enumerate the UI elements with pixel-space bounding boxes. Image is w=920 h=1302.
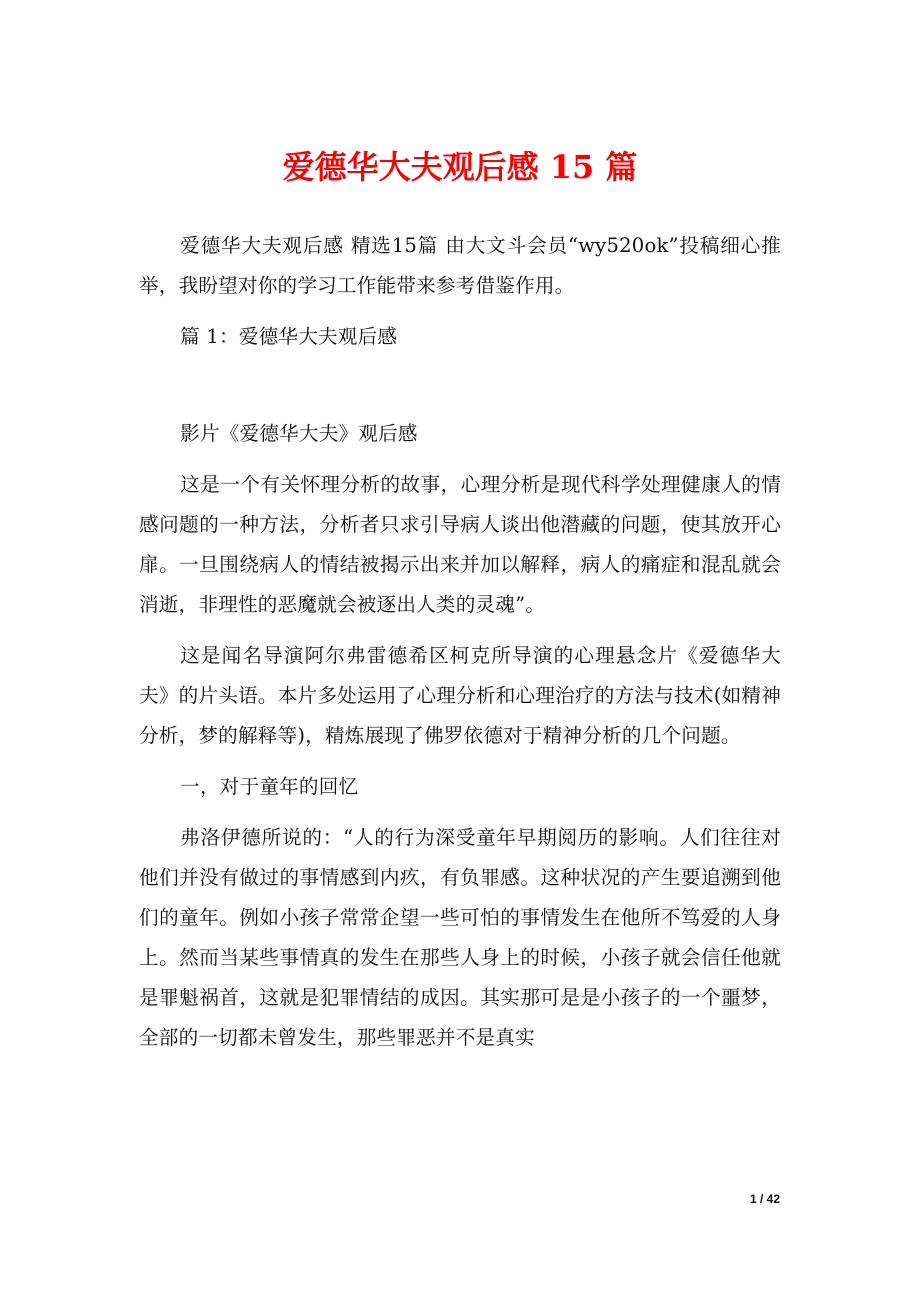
subsection-heading: 一，对于童年的回忆: [180, 775, 359, 798]
body-paragraph: 这是闻名导演阿尔弗雷德希区柯克所导演的心理悬念片《爱德华大夫》的片头语。本片多处运用了心理分析和心理治疗的方法与技术(如精神分析，梦的解释等)，精炼展现了佛罗依德对于精神分析的几个问题。: [139, 644, 781, 747]
article-subtitle: 影片《爱德华大夫》观后感: [180, 422, 418, 445]
body-paragraph: 这是一个有关怀理分析的故事，心理分析是现代科学处理健康人的情感问题的一种方法，分析者只求引导病人谈出他潜藏的问题，使其放开心扉。一旦围绕病人的情结被揭示出来并加以解释，病人的痛症和混乱就会消逝，非理性的恶魔就会被逐出人类的灵魂”。: [139, 473, 781, 616]
document-body: [139, 226, 781, 1069]
section-heading: 篇 1：爱德华大夫观后感: [180, 325, 398, 348]
document-title: 爱德华大夫观后感 15 篇: [282, 148, 638, 186]
page-number: 1 / 42: [749, 1192, 780, 1206]
body-paragraph: 弗洛伊德所说的：“人的行为深受童年早期阅历的影响。人们往往对他们并没有做过的事情感到内疚，有负罪感。这种状况的产生要追溯到他们的童年。例如小孩子常常企望一些可怕的事情发生在他所不笃爱的人身上。然而当某些事情真的发生在那些人身上的时候，小孩子就会信任他就是罪魁祸首，这就是犯罪情结的成因。其实那可是是小孩子的一个噩梦，全部的一切都未曾发生，那些罪恶并不是真实: [139, 826, 781, 1049]
intro-paragraph: 爱德华大夫观后感 精选15篇 由大文斗会员“wy520ok”投稿细心推举，我盼望对你的学习工作能带来参考借鉴作用。: [139, 234, 781, 297]
